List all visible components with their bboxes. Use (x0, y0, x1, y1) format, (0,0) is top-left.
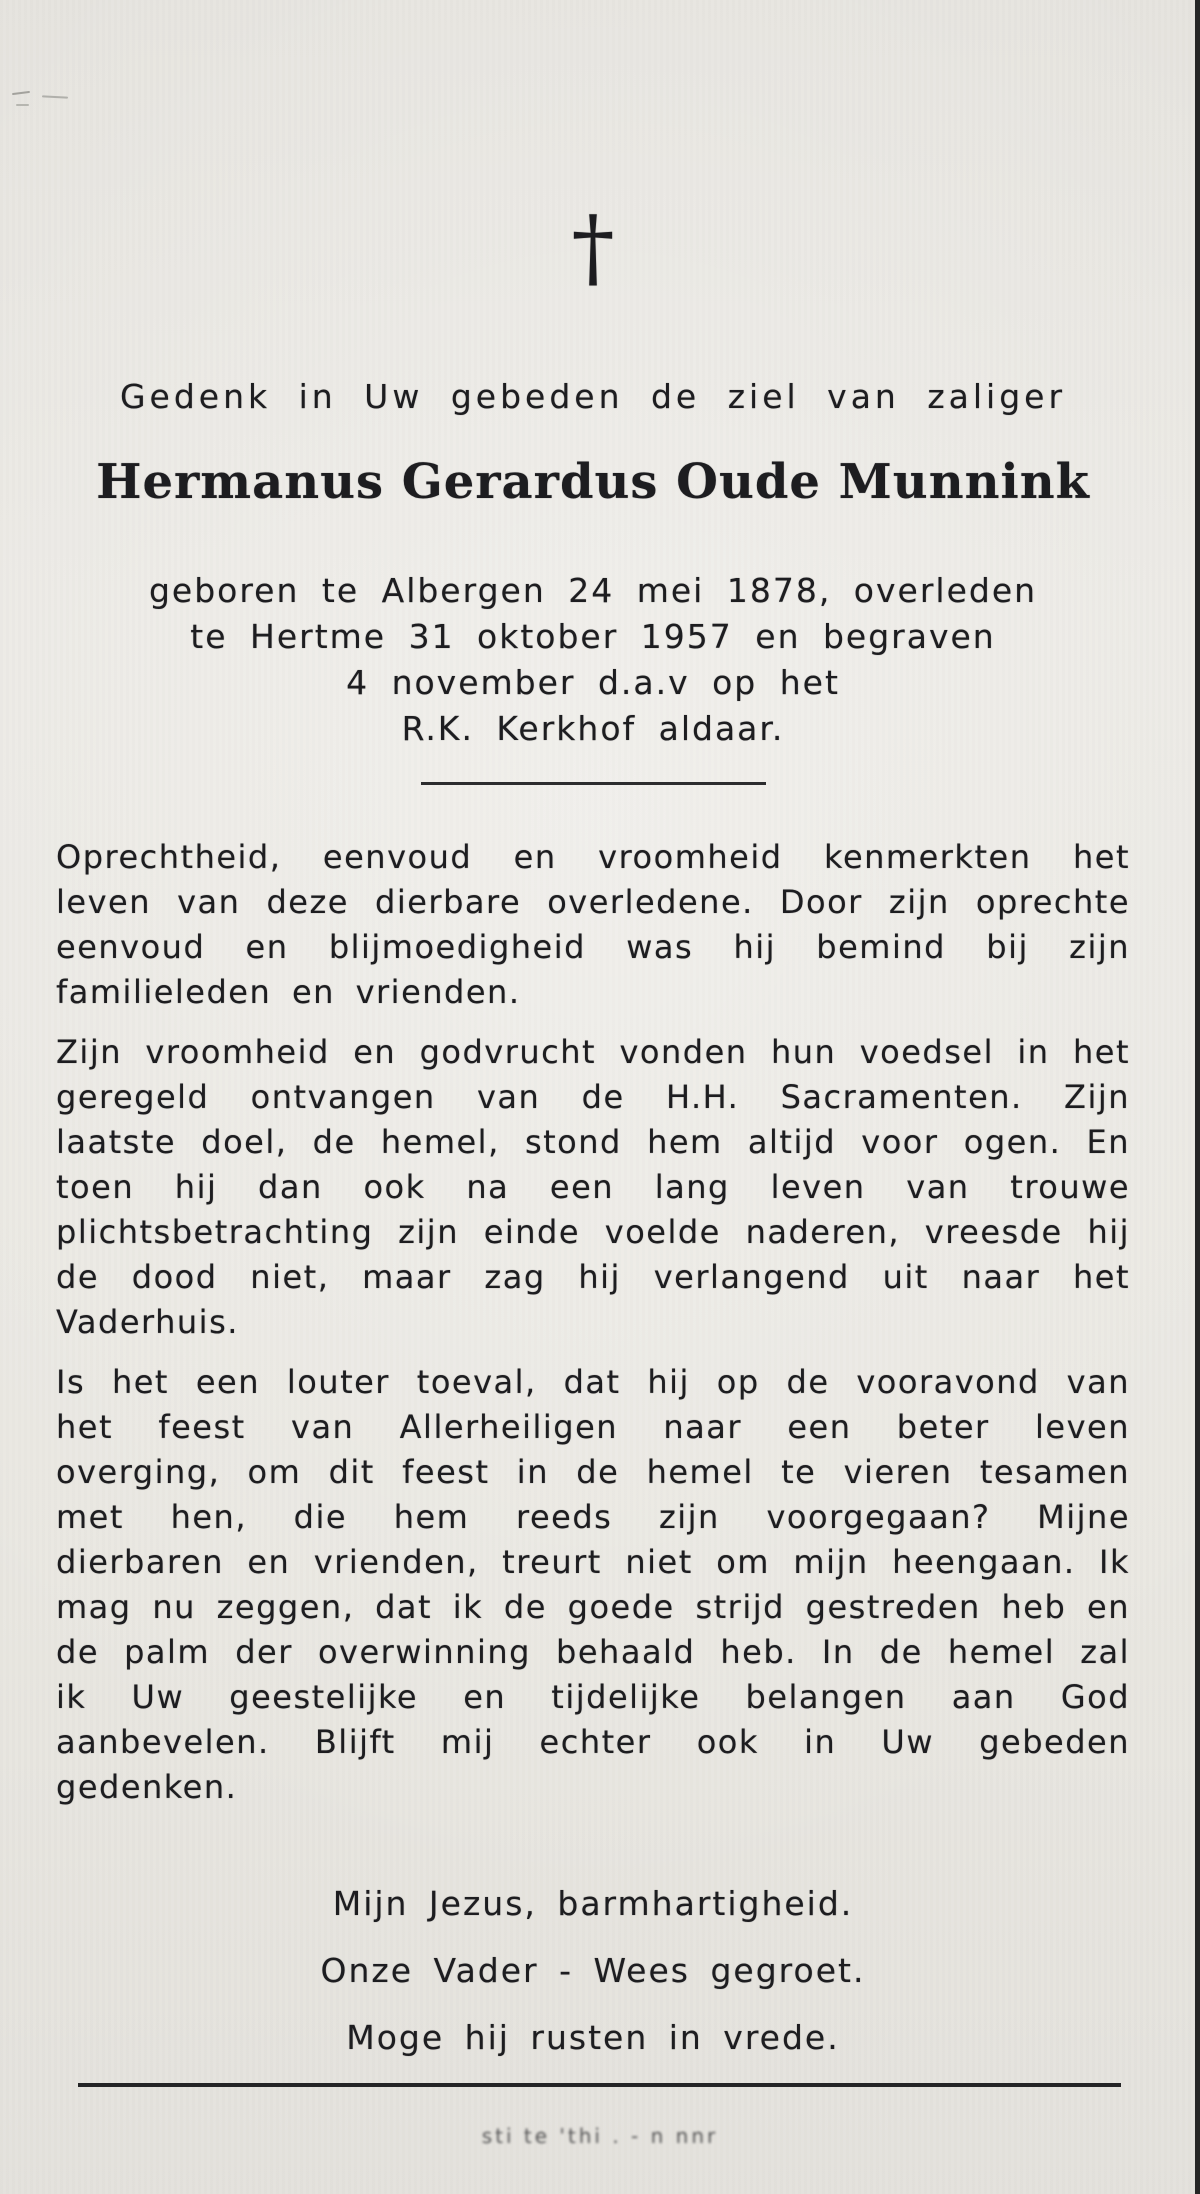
paragraph: Zijn vroomheid en godvrucht vonden hun voedsel in het geregeld ontvangen van de H.H. Sacramenten. Zijn laatste doel, de hemel, stond hem altijd voor ogen. En toen hij dan ook na een lang leven van trouwe plichtsbetrachting zijn einde voelde naderen, vreesde hij de dood niet, maar zag hij verlangend uit naar het Vaderhuis. (56, 1033, 1130, 1341)
bottom-rule (78, 2083, 1121, 2087)
divider-line (421, 782, 766, 785)
vitals-line: 4 november d.a.v op het (346, 663, 840, 702)
scan-pencil-marks (12, 88, 92, 112)
cross-icon: † (571, 198, 615, 298)
prayer-line: Moge hij rusten in vrede. (346, 2018, 840, 2057)
vitals-line: geboren te Albergen 24 mei 1878, overleden (148, 571, 1038, 610)
pencil-mark (12, 91, 30, 95)
printer-mark: sti te 'thi . - n nnr (481, 2124, 719, 2148)
paragraph: Is het een louter toeval, dat hij op de vooravond van het feest van Allerheiligen naar een beter leven overging, om dit feest in de hemel te vieren tesamen met hen, die hem reeds zijn voorgegaan? Mijne dierbaren en vrienden, treurt niet om mijn heengaan. Ik mag nu zeggen, dat ik de goede strijd gestreden heb en de palm der overwinning behaald heb. In de hemel zal ik Uw geestelijke en tijdelijke belangen aan God aanbevelen. Blijft mij echter ook in Uw gebeden gedenken. (56, 1363, 1130, 1806)
pencil-mark (16, 104, 29, 106)
vitals-line: R.K. Kerkhof aldaar. (401, 709, 785, 748)
intro-line: Gedenk in Uw gebeden de ziel van zaliger (119, 377, 1067, 416)
pencil-mark (42, 95, 68, 98)
prayers-block (56, 1870, 1130, 2071)
obituary-text (56, 835, 1130, 1870)
vitals-block (56, 568, 1130, 752)
scan-edge-line (1195, 0, 1200, 2194)
deceased-name: Hermanus Gerardus Oude Munnink (96, 454, 1090, 510)
prayer-line: Onze Vader - Wees gegroet. (320, 1951, 866, 1990)
paragraph: Oprechtheid, eenvoud en vroomheid kenmerkten het leven van deze dierbare overledene. Door zijn oprechte eenvoud en blijmoedigheid was hij bemind bij zijn familieleden en vrienden. (56, 838, 1130, 1011)
prayer-line: Mijn Jezus, barmhartigheid. (332, 1884, 854, 1923)
vitals-line: te Hertme 31 oktober 1957 en begraven (190, 617, 996, 656)
